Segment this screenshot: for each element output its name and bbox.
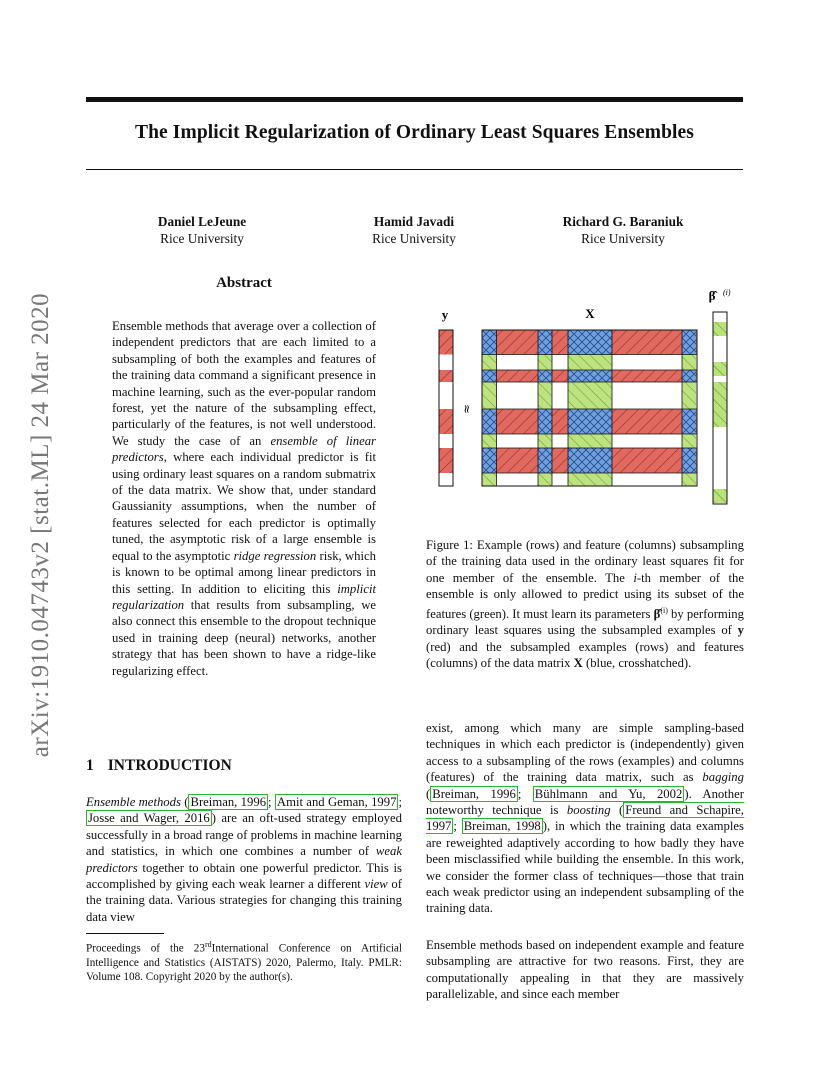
caption-bold: X	[573, 656, 583, 671]
figure-label-x: X	[585, 306, 595, 321]
body-text: , in which the training data examples are reweighted adaptively according to how badly they have been misclassified while building the ensemble. In this work, we consider the former class of techniques—those that train each weak predictor using an independent subsampling of the training data.	[426, 819, 744, 916]
abstract-emph: ensemble of linear predictors	[112, 433, 376, 465]
abstract-text: , where each individual predictor is fit using ordinary least squares on a random submatrix of the data matrix. We show that, under standard Gaussianity assumptions, when the number of features selected for each predictor is optimally tuned, the asymptotic risk of a large ensemble is equal to the asymptotic	[112, 450, 376, 563]
footnote-rule	[86, 933, 164, 934]
approx-symbol: ≈	[460, 403, 474, 415]
emph-text: view	[364, 877, 388, 892]
abstract-text: that results from subsampling, we also connect this ensemble to the dropout technique used in training deep (neural) networks, another strategy that has been shown to have a ridge-like regularizing effect.	[112, 597, 376, 678]
author-2	[334, 213, 494, 247]
body-text: together to obtain one powerful predictor. This is accomplished by giving each weak learner a different	[86, 860, 402, 892]
author-1	[122, 213, 282, 247]
figure-caption	[426, 537, 744, 671]
footnote-text: Proceedings of the 23	[86, 942, 205, 955]
body-text: . Another noteworthy technique is	[426, 786, 744, 818]
abstract-heading: Abstract	[216, 275, 272, 291]
section-number: 1	[86, 757, 94, 774]
figure-label-beta-sup: (i)	[723, 288, 731, 297]
intro-right-paragraph-2: Ensemble methods based on independent example and feature subsampling are attractive for two reasons. First, they are computationally appealing in that they are massively parallelizable, and since each member	[426, 938, 744, 1002]
arxiv-stamp: arXiv:1910.04743v2 [stat.ML] 24 Mar 2020	[27, 292, 54, 758]
emph-text: Ensemble methods	[86, 795, 181, 809]
abstract-body	[112, 318, 376, 679]
intro-right-paragraph-1: exist, among which many are simple sampling-based techniques in which each predictor is (independently) given access to a subsampling of the rows (examples) and columns (features) of the training data matrix, such as bagging ( Breiman, 1996 ; Bühlmann and Yu, 2002 ). Another noteworthy technique is boosting ( Freund and Schapire, 1997 ; Breiman, 1998 ), in which the training data examples are reweighted adaptively according to how badly they have been misclassified while building the ensemble. In this work, we consider the former class of techniques—those that train each weak predictor using an independent subsampling of the training data.	[426, 721, 744, 916]
caption-text: -th member of the ensemble is only allowed to predict using its subset of the features (green). It must learn its parameters	[426, 570, 745, 621]
caption-beta-sup: (i)	[660, 605, 668, 615]
author-affiliation: Rice University	[160, 231, 244, 246]
body-text: exist, among which many are simple sampling-based techniques in which each predictor is (independently) given access to a subsampling of the rows (examples) and columns (features) of the training data matrix, such as	[426, 721, 744, 785]
figure-1	[426, 282, 744, 508]
figure-label-beta: β̂	[708, 288, 716, 303]
emph-text: weak predictors	[86, 844, 402, 875]
figure-beta-vector	[713, 312, 727, 504]
caption-text: Example (rows) and feature (columns) subsampling of the training data used in the ordinary least squares fit for one member of the ensemble. The	[426, 538, 744, 585]
caption-text: (blue, crosshatched).	[582, 656, 692, 671]
caption-bold: y	[737, 623, 744, 638]
author-affiliation: Rice University	[581, 231, 665, 246]
citation-link[interactable]: Freund and Schapire, 1997	[426, 803, 744, 834]
citation-link[interactable]: Breiman, 1996	[432, 786, 516, 801]
figure-y-vector	[439, 330, 453, 486]
caption-text: by performing ordinary least squares using the subsampled examples of	[426, 606, 744, 638]
citation-link[interactable]: Amit and Geman, 1997	[276, 795, 397, 809]
abstract-emph: ridge regression	[233, 548, 317, 563]
emph-text: bagging	[702, 770, 744, 785]
body-text: are an oft-used strategy employed successfully in a broad range of problems in machine learning and statistics, in which one combines a number of	[86, 811, 402, 859]
footnote-sup: rd	[204, 940, 212, 949]
figure-x-matrix	[482, 330, 697, 486]
section-heading	[86, 757, 232, 775]
emph-text: boosting	[566, 803, 611, 818]
figure-label-y: y	[441, 307, 449, 322]
citation-link[interactable]: Breiman, 1998	[463, 819, 541, 834]
title-bottom-rule	[86, 169, 743, 170]
section-title: INTRODUCTION	[107, 757, 232, 774]
caption-beta: β̂	[653, 606, 661, 621]
citation-link[interactable]: Josse and Wager, 2016	[88, 811, 210, 826]
caption-emph: i	[633, 570, 637, 585]
author-affiliation: Rice University	[372, 231, 456, 246]
author-3	[528, 213, 718, 247]
author-name: Hamid Javadi	[373, 214, 455, 229]
author-name: Richard G. Baraniuk	[562, 214, 684, 229]
caption-text: (red) and the subsampled examples (rows) and features (columns) of the data matrix	[426, 639, 744, 671]
caption-lead: Figure 1:	[426, 538, 473, 552]
footnote-text: International Conference on Artificial Intelligence and Statistics (AISTATS) 2020, Palermo, Italy. PMLR: Volume 108. Copyright 2020 by the author(s).	[86, 942, 402, 983]
citation-link[interactable]: Bühlmann and Yu, 2002	[534, 786, 683, 801]
top-thick-rule	[86, 97, 743, 102]
citation-link[interactable]: Breiman, 1996	[190, 795, 267, 809]
abstract-text: Ensemble methods that average over a collection of independent predictors that are each limited to a subsampling of both the examples and features of the training data command a significant presence in machine learning, such as the ever-popular random forest, yet the nature of the subsampling effect, particularly of the features, is not well understood. We study the case of an	[112, 319, 376, 448]
paper-title: The Implicit Regularization of Ordinary Least Squares Ensembles	[135, 122, 694, 143]
footnote	[86, 938, 402, 984]
abstract-emph: implicit regularization	[112, 581, 376, 612]
abstract-text: risk, which is known to be optimal among linear predictors in this setting. In addition to eliciting this	[112, 548, 376, 596]
author-name: Daniel LeJeune	[157, 214, 247, 229]
intro-left-paragraph: Ensemble methods ( Breiman, 1996 ; Amit and Geman, 1997 ; Josse and Wager, 2016 ) are an oft-used strategy employed successfully in a broad range of problems in machine learning and statistics, in which one combines a number of weak predictors together to obtain one powerful predictor. This is accomplished by giving each weak learner a different view of the training data. Various strategies for changing this training data view	[86, 795, 402, 924]
body-text: of the training data. Various strategies for changing this training data view	[86, 877, 402, 924]
